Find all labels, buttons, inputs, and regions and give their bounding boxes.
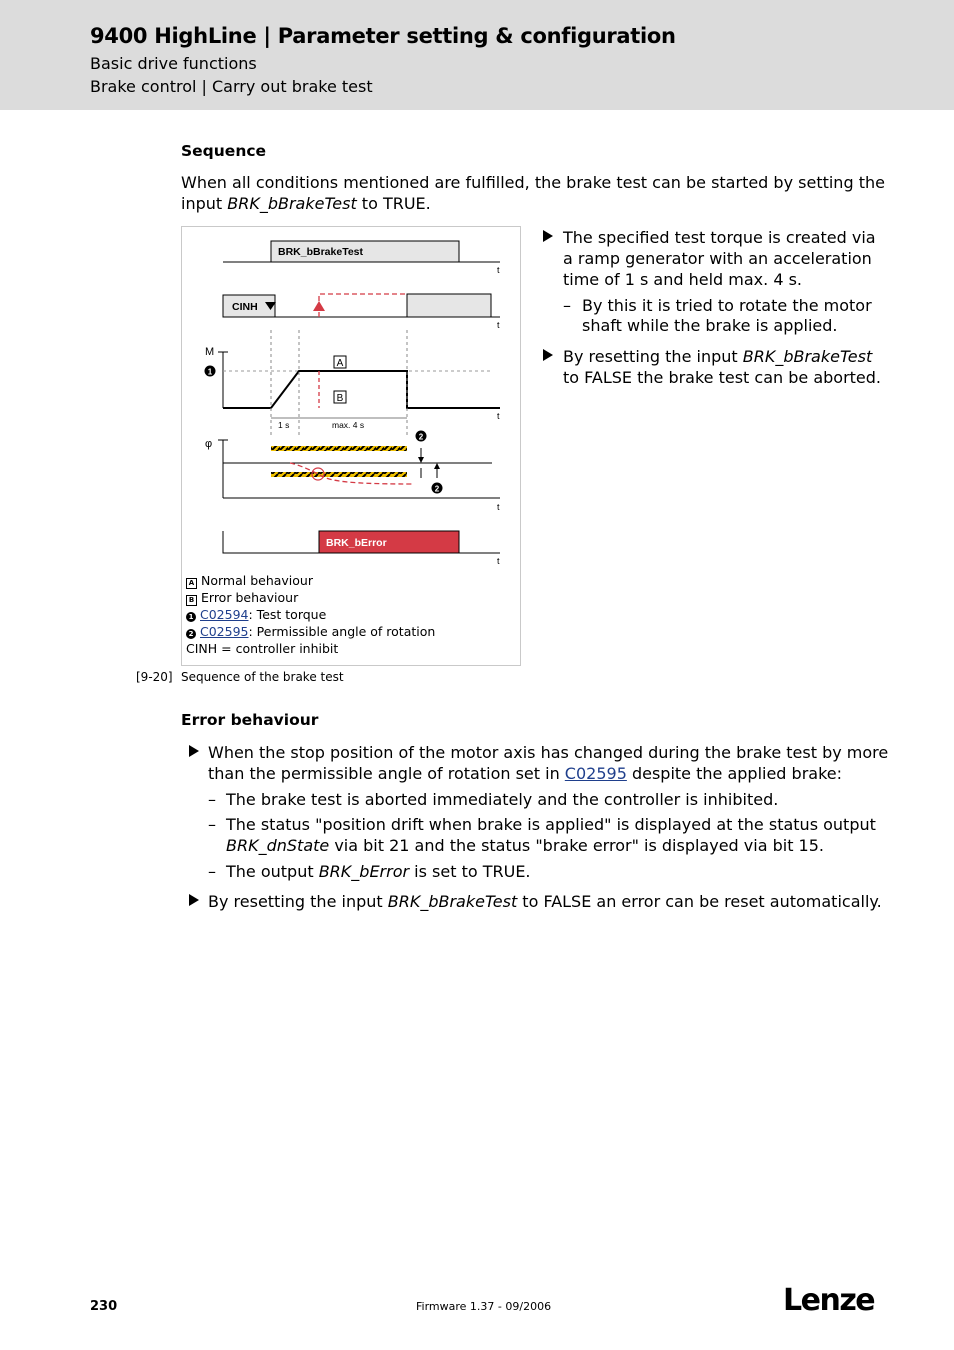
right-bullet2-line1: By resetting the input BRK_bBrakeTest xyxy=(563,347,873,366)
bullet-arrow-icon xyxy=(543,349,553,361)
error-dash3: The output BRK_bError is set to TRUE. xyxy=(226,862,531,881)
legend-error: B Error behaviour xyxy=(186,589,298,606)
error-signal-label: BRK_bError xyxy=(326,537,387,549)
marker-a: A xyxy=(336,358,344,369)
axis-m-label: M xyxy=(205,346,215,358)
bullet-arrow-icon xyxy=(189,894,199,906)
right-dash1-line2: shaft while the brake is applied. xyxy=(582,316,838,335)
sequence-intro-line2: input BRK_bBrakeTest to TRUE. xyxy=(181,194,431,213)
time-1s-label: 1 s xyxy=(278,420,290,430)
cinh-signal-label: CINH xyxy=(232,301,258,313)
marker-b: B xyxy=(336,393,344,404)
bullet-arrow-icon xyxy=(543,230,553,242)
svg-text:t: t xyxy=(497,502,500,512)
marker-2-top: 2 xyxy=(418,432,424,442)
error-dash2-line1: The status "position drift when brake is applied" is displayed at the status output xyxy=(226,815,876,834)
axis-phi-label: φ xyxy=(205,438,213,450)
error-heading: Error behaviour xyxy=(181,711,319,729)
chapter-title: Basic drive functions xyxy=(90,54,257,73)
section-title: Brake control | Carry out brake test xyxy=(90,77,373,96)
error-bullet2: By resetting the input BRK_bBrakeTest to FALSE an error can be reset automatically. xyxy=(208,892,882,911)
legend-normal: A Normal behaviour xyxy=(186,572,313,589)
figure-number: [9-20] xyxy=(136,670,173,684)
dash-icon: – xyxy=(563,296,571,315)
right-bullet1-line3: time of 1 s and held max. 4 s. xyxy=(563,270,803,289)
dash-icon: – xyxy=(208,790,216,809)
bullet-arrow-icon xyxy=(189,745,199,757)
brake-test-signal-label: BRK_bBrakeTest xyxy=(278,246,363,258)
c02594-link[interactable]: C02594 xyxy=(200,607,249,622)
angle-signal-row xyxy=(205,431,500,513)
error-dash2-line2: BRK_dnState via bit 21 and the status "brake error" is displayed via bit 15. xyxy=(226,836,824,855)
legend-cinh: CINH = controller inhibit xyxy=(186,641,339,656)
error-dash1: The brake test is aborted immediately and the controller is inhibited. xyxy=(226,790,779,809)
lenze-logo: Lenze xyxy=(783,1283,875,1318)
axis-t-label: t xyxy=(497,265,500,275)
brake-test-signal-row xyxy=(223,241,500,275)
svg-text:t: t xyxy=(497,411,500,421)
sequence-heading: Sequence xyxy=(181,142,267,160)
svg-text:t: t xyxy=(497,320,500,330)
error-bullet1-line1: When the stop position of the motor axis has changed during the brake test by more xyxy=(208,743,889,762)
torque-signal-row xyxy=(205,330,501,435)
right-bullet1-line1: The specified test torque is created via xyxy=(563,228,876,247)
legend-test-torque: 1 C02594: Test torque xyxy=(186,606,326,623)
error-bullet1-line2: than the permissible angle of rotation set in C02595 despite the applied brake: xyxy=(208,764,843,783)
page-title: 9400 HighLine | Parameter setting & configuration xyxy=(90,24,676,48)
figure-caption: Sequence of the brake test xyxy=(181,670,344,684)
time-max4s-label: max. 4 s xyxy=(332,420,365,430)
page-number: 230 xyxy=(90,1299,118,1314)
right-dash1-line1: By this it is tried to rotate the motor xyxy=(582,296,872,315)
firmware-version: Firmware 1.37 - 09/2006 xyxy=(416,1300,552,1313)
dash-icon: – xyxy=(208,815,216,834)
sequence-intro-line1: When all conditions mentioned are fulfilled, the brake test can be started by setting the xyxy=(181,173,885,192)
svg-text:t: t xyxy=(497,556,500,566)
cinh-signal-row xyxy=(223,294,500,330)
right-bullet1-line2: a ramp generator with an acceleration xyxy=(563,249,872,268)
error-signal-row xyxy=(223,531,500,566)
legend-rotation-angle: 2 C02595: Permissible angle of rotation xyxy=(186,623,435,640)
marker-1: 1 xyxy=(207,367,213,377)
right-bullet2-line2: to FALSE the brake test can be aborted. xyxy=(563,368,882,387)
dash-icon: – xyxy=(208,862,216,881)
c02595-link[interactable]: C02595 xyxy=(564,764,627,783)
marker-2-bottom: 2 xyxy=(434,484,440,494)
c02595-link-legend[interactable]: C02595 xyxy=(200,624,249,639)
